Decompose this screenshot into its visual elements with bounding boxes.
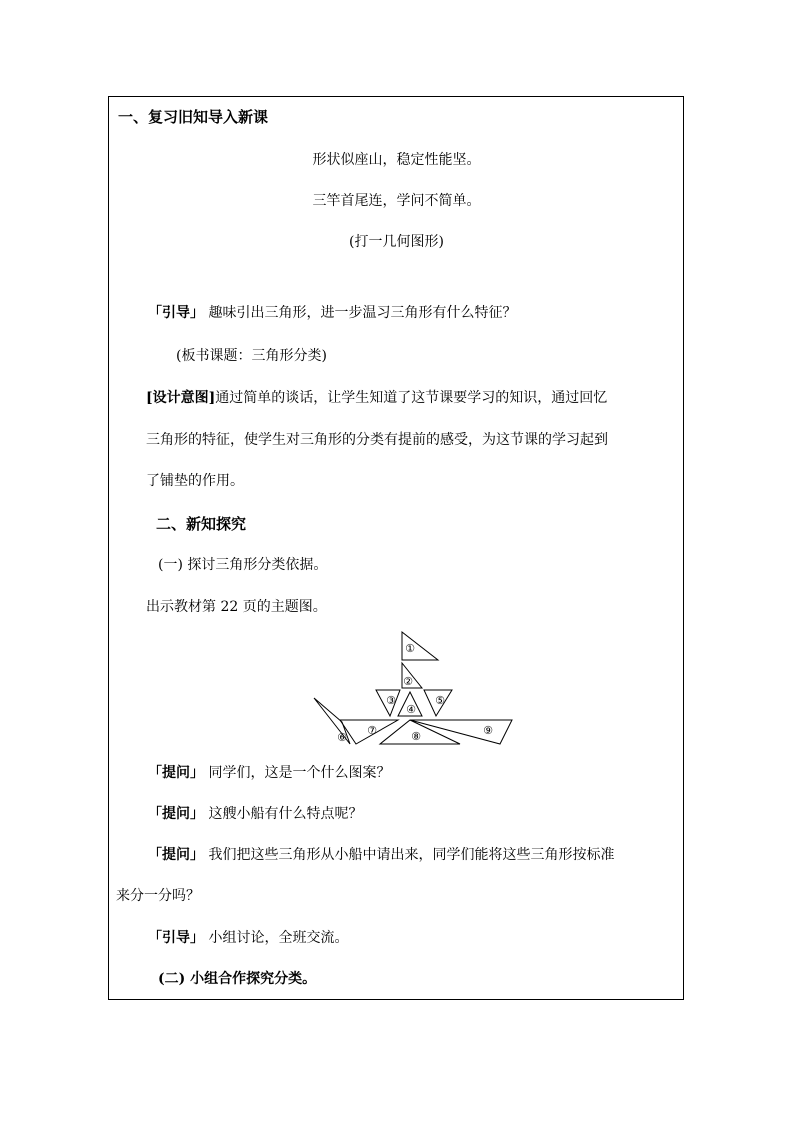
guide-paragraph-1 (148, 304, 516, 322)
guide-text: 趣味引出三角形，进一步温习三角形有什么特征？ (208, 305, 517, 321)
design-line-3: 了铺垫的作用。 (146, 473, 244, 489)
question-3-continuation: 来分一分吗？ (116, 888, 200, 904)
label-1: ① (405, 642, 415, 655)
design-text-1: 通过简单的谈话，让学生知道了这节课要学习的知识，通过回忆 (215, 390, 608, 406)
section-heading-explore: 二、新知探究 (156, 515, 247, 533)
label-7: ⑦ (367, 724, 377, 737)
question-tag: 「提问」 (148, 847, 204, 863)
question-tag: 「提问」 (148, 765, 204, 781)
label-3: ③ (386, 694, 396, 707)
label-2: ② (403, 675, 413, 688)
design-line-1 (146, 389, 607, 407)
label-8: ⑧ (411, 730, 421, 743)
guide-tag: 「引导」 (148, 305, 204, 321)
triangle-9 (410, 720, 512, 744)
board-title: (板书课题：三角形分类) (176, 348, 327, 364)
label-9: ⑨ (483, 724, 493, 737)
question-tag: 「提问」 (148, 806, 204, 822)
boat-tangram-figure (300, 628, 520, 750)
section-heading-review: 一、复习旧知导入新课 (118, 108, 269, 126)
design-line-2: 三角形的特征，使学生对三角形的分类有提前的感受，为这节课的学习起到 (146, 432, 608, 448)
question-2 (148, 805, 362, 823)
content-frame (108, 96, 684, 1000)
show-textbook: 出示教材第 22 页的主题图。 (146, 599, 327, 615)
label-5: ⑤ (435, 694, 445, 707)
question-1 (148, 764, 390, 782)
part-two-heading: (二) 小组合作探究分类。 (158, 971, 317, 987)
question-text: 这艘小船有什么特点呢？ (208, 806, 363, 822)
riddle-hint: (打一几何图形) (349, 234, 444, 250)
label-6: ⑥ (337, 731, 347, 744)
part-one-heading: (一) 探讨三角形分类依据。 (158, 557, 328, 573)
question-text: 同学们，这是一个什么图案？ (208, 765, 391, 781)
riddle-line-1: 形状似座山，稳定性能坚。 (312, 152, 481, 168)
question-3 (148, 846, 614, 864)
guide-paragraph-2 (148, 929, 348, 947)
label-4: ④ (406, 703, 416, 716)
riddle-line-2: 三竿首尾连，学问不简单。 (312, 193, 481, 209)
question-text: 我们把这些三角形从小船中请出来，同学们能将这些三角形按标准 (208, 847, 615, 863)
design-tag: [设计意图] (146, 390, 216, 406)
guide-text: 小组讨论，全班交流。 (208, 930, 349, 946)
guide-tag: 「引导」 (148, 930, 204, 946)
